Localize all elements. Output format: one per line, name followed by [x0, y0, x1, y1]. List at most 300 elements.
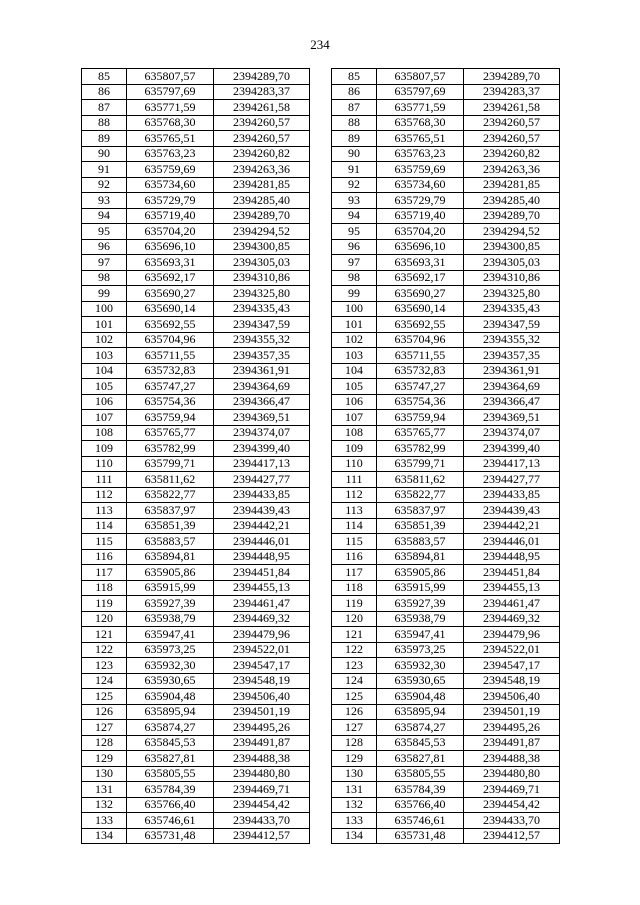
right-point-number: 96 — [332, 239, 377, 255]
left-y-coordinate: 2394454,42 — [214, 797, 310, 813]
right-point-number: 124 — [332, 673, 377, 689]
left-point-number: 87 — [82, 100, 127, 116]
right-x-coordinate: 635766,40 — [377, 797, 464, 813]
right-y-coordinate: 2394417,13 — [464, 456, 560, 472]
left-point-number: 106 — [82, 394, 127, 410]
left-y-coordinate: 2394263,36 — [214, 162, 310, 178]
left-point-number: 104 — [82, 363, 127, 379]
column-gap — [310, 518, 332, 534]
left-x-coordinate: 635822,77 — [127, 487, 214, 503]
right-y-coordinate: 2394310,86 — [464, 270, 560, 286]
column-gap — [310, 549, 332, 565]
right-y-coordinate: 2394364,69 — [464, 379, 560, 395]
left-x-coordinate: 635693,31 — [127, 255, 214, 271]
column-gap — [310, 193, 332, 209]
left-y-coordinate: 2394446,01 — [214, 534, 310, 550]
right-x-coordinate: 635747,27 — [377, 379, 464, 395]
left-point-number: 108 — [82, 425, 127, 441]
right-x-coordinate: 635827,81 — [377, 751, 464, 767]
right-point-number: 113 — [332, 503, 377, 519]
left-y-coordinate: 2394325,80 — [214, 286, 310, 302]
left-y-coordinate: 2394488,38 — [214, 751, 310, 767]
right-x-coordinate: 635692,17 — [377, 270, 464, 286]
left-x-coordinate: 635811,62 — [127, 472, 214, 488]
right-point-number: 85 — [332, 69, 377, 85]
left-y-coordinate: 2394294,52 — [214, 224, 310, 240]
right-point-number: 100 — [332, 301, 377, 317]
right-x-coordinate: 635765,51 — [377, 131, 464, 147]
right-y-coordinate: 2394412,57 — [464, 828, 560, 844]
left-x-coordinate: 635690,27 — [127, 286, 214, 302]
left-point-number: 102 — [82, 332, 127, 348]
left-y-coordinate: 2394374,07 — [214, 425, 310, 441]
right-x-coordinate: 635837,97 — [377, 503, 464, 519]
left-point-number: 94 — [82, 208, 127, 224]
right-point-number: 98 — [332, 270, 377, 286]
left-y-coordinate: 2394283,37 — [214, 84, 310, 100]
right-y-coordinate: 2394479,96 — [464, 627, 560, 643]
column-gap — [310, 751, 332, 767]
table-row — [82, 363, 560, 379]
column-gap — [310, 208, 332, 224]
table-row — [82, 596, 560, 612]
right-x-coordinate: 635768,30 — [377, 115, 464, 131]
right-x-coordinate: 635930,65 — [377, 673, 464, 689]
left-x-coordinate: 635827,81 — [127, 751, 214, 767]
table-row — [82, 580, 560, 596]
left-x-coordinate: 635765,51 — [127, 131, 214, 147]
table-row — [82, 162, 560, 178]
left-y-coordinate: 2394335,43 — [214, 301, 310, 317]
table-row — [82, 177, 560, 193]
right-point-number: 119 — [332, 596, 377, 612]
table-row — [82, 704, 560, 720]
table-row — [82, 131, 560, 147]
left-x-coordinate: 635784,39 — [127, 782, 214, 798]
table-row — [82, 627, 560, 643]
right-y-coordinate: 2394300,85 — [464, 239, 560, 255]
left-point-number: 92 — [82, 177, 127, 193]
left-point-number: 129 — [82, 751, 127, 767]
right-y-coordinate: 2394548,19 — [464, 673, 560, 689]
left-x-coordinate: 635734,60 — [127, 177, 214, 193]
right-y-coordinate: 2394451,84 — [464, 565, 560, 581]
left-x-coordinate: 635932,30 — [127, 658, 214, 674]
right-point-number: 122 — [332, 642, 377, 658]
right-x-coordinate: 635883,57 — [377, 534, 464, 550]
coordinates-table — [81, 68, 560, 844]
right-point-number: 102 — [332, 332, 377, 348]
right-x-coordinate: 635693,31 — [377, 255, 464, 271]
left-point-number: 117 — [82, 565, 127, 581]
left-x-coordinate: 635711,55 — [127, 348, 214, 364]
left-y-coordinate: 2394281,85 — [214, 177, 310, 193]
right-x-coordinate: 635845,53 — [377, 735, 464, 751]
right-point-number: 101 — [332, 317, 377, 333]
left-y-coordinate: 2394451,84 — [214, 565, 310, 581]
right-point-number: 111 — [332, 472, 377, 488]
table-row — [82, 751, 560, 767]
left-y-coordinate: 2394310,86 — [214, 270, 310, 286]
left-point-number: 93 — [82, 193, 127, 209]
column-gap — [310, 84, 332, 100]
left-point-number: 130 — [82, 766, 127, 782]
right-x-coordinate: 635754,36 — [377, 394, 464, 410]
right-x-coordinate: 635784,39 — [377, 782, 464, 798]
table-row — [82, 193, 560, 209]
right-x-coordinate: 635765,77 — [377, 425, 464, 441]
right-x-coordinate: 635731,48 — [377, 828, 464, 844]
left-y-coordinate: 2394260,57 — [214, 131, 310, 147]
table-row — [82, 658, 560, 674]
column-gap — [310, 363, 332, 379]
right-point-number: 104 — [332, 363, 377, 379]
left-x-coordinate: 635883,57 — [127, 534, 214, 550]
left-y-coordinate: 2394289,70 — [214, 208, 310, 224]
right-y-coordinate: 2394454,42 — [464, 797, 560, 813]
left-point-number: 111 — [82, 472, 127, 488]
left-point-number: 89 — [82, 131, 127, 147]
right-point-number: 95 — [332, 224, 377, 240]
column-gap — [310, 658, 332, 674]
right-y-coordinate: 2394261,58 — [464, 100, 560, 116]
left-y-coordinate: 2394347,59 — [214, 317, 310, 333]
left-y-coordinate: 2394501,19 — [214, 704, 310, 720]
left-y-coordinate: 2394548,19 — [214, 673, 310, 689]
left-point-number: 125 — [82, 689, 127, 705]
left-x-coordinate: 635927,39 — [127, 596, 214, 612]
right-x-coordinate: 635690,14 — [377, 301, 464, 317]
right-x-coordinate: 635799,71 — [377, 456, 464, 472]
left-y-coordinate: 2394469,32 — [214, 611, 310, 627]
right-x-coordinate: 635746,61 — [377, 813, 464, 829]
left-x-coordinate: 635837,97 — [127, 503, 214, 519]
left-point-number: 123 — [82, 658, 127, 674]
left-y-coordinate: 2394357,35 — [214, 348, 310, 364]
right-point-number: 106 — [332, 394, 377, 410]
left-point-number: 85 — [82, 69, 127, 85]
left-y-coordinate: 2394366,47 — [214, 394, 310, 410]
left-x-coordinate: 635947,41 — [127, 627, 214, 643]
right-x-coordinate: 635759,69 — [377, 162, 464, 178]
right-y-coordinate: 2394522,01 — [464, 642, 560, 658]
left-y-coordinate: 2394417,13 — [214, 456, 310, 472]
column-gap — [310, 704, 332, 720]
left-x-coordinate: 635729,79 — [127, 193, 214, 209]
left-point-number: 91 — [82, 162, 127, 178]
left-y-coordinate: 2394305,03 — [214, 255, 310, 271]
right-y-coordinate: 2394289,70 — [464, 208, 560, 224]
table-row — [82, 735, 560, 751]
left-x-coordinate: 635696,10 — [127, 239, 214, 255]
right-y-coordinate: 2394439,43 — [464, 503, 560, 519]
right-x-coordinate: 635690,27 — [377, 286, 464, 302]
left-y-coordinate: 2394300,85 — [214, 239, 310, 255]
right-x-coordinate: 635732,83 — [377, 363, 464, 379]
right-x-coordinate: 635719,40 — [377, 208, 464, 224]
table-row — [82, 441, 560, 457]
right-point-number: 120 — [332, 611, 377, 627]
right-y-coordinate: 2394488,38 — [464, 751, 560, 767]
right-y-coordinate: 2394285,40 — [464, 193, 560, 209]
left-point-number: 103 — [82, 348, 127, 364]
column-gap — [310, 689, 332, 705]
column-gap — [310, 410, 332, 426]
left-y-coordinate: 2394522,01 — [214, 642, 310, 658]
left-point-number: 131 — [82, 782, 127, 798]
table-row — [82, 549, 560, 565]
right-point-number: 127 — [332, 720, 377, 736]
column-gap — [310, 379, 332, 395]
right-point-number: 133 — [332, 813, 377, 829]
right-y-coordinate: 2394469,71 — [464, 782, 560, 798]
column-gap — [310, 441, 332, 457]
left-y-coordinate: 2394491,87 — [214, 735, 310, 751]
right-y-coordinate: 2394461,47 — [464, 596, 560, 612]
table-row — [82, 720, 560, 736]
right-point-number: 87 — [332, 100, 377, 116]
left-y-coordinate: 2394448,95 — [214, 549, 310, 565]
table-row — [82, 797, 560, 813]
right-y-coordinate: 2394355,32 — [464, 332, 560, 348]
column-gap — [310, 797, 332, 813]
left-point-number: 118 — [82, 580, 127, 596]
right-point-number: 92 — [332, 177, 377, 193]
left-x-coordinate: 635915,99 — [127, 580, 214, 596]
right-x-coordinate: 635692,55 — [377, 317, 464, 333]
right-x-coordinate: 635771,59 — [377, 100, 464, 116]
table-row — [82, 472, 560, 488]
right-y-coordinate: 2394260,57 — [464, 131, 560, 147]
right-y-coordinate: 2394433,85 — [464, 487, 560, 503]
right-y-coordinate: 2394442,21 — [464, 518, 560, 534]
left-x-coordinate: 635719,40 — [127, 208, 214, 224]
table-row — [82, 239, 560, 255]
table-row — [82, 301, 560, 317]
left-point-number: 110 — [82, 456, 127, 472]
right-y-coordinate: 2394294,52 — [464, 224, 560, 240]
column-gap — [310, 162, 332, 178]
right-point-number: 99 — [332, 286, 377, 302]
left-point-number: 98 — [82, 270, 127, 286]
right-point-number: 108 — [332, 425, 377, 441]
right-point-number: 125 — [332, 689, 377, 705]
right-point-number: 110 — [332, 456, 377, 472]
column-gap — [310, 766, 332, 782]
right-point-number: 112 — [332, 487, 377, 503]
column-gap — [310, 146, 332, 162]
column-gap — [310, 425, 332, 441]
left-y-coordinate: 2394442,21 — [214, 518, 310, 534]
column-gap — [310, 782, 332, 798]
left-y-coordinate: 2394506,40 — [214, 689, 310, 705]
right-x-coordinate: 635822,77 — [377, 487, 464, 503]
right-y-coordinate: 2394357,35 — [464, 348, 560, 364]
right-x-coordinate: 635973,25 — [377, 642, 464, 658]
right-y-coordinate: 2394369,51 — [464, 410, 560, 426]
right-point-number: 86 — [332, 84, 377, 100]
column-gap — [310, 348, 332, 364]
left-point-number: 105 — [82, 379, 127, 395]
left-point-number: 96 — [82, 239, 127, 255]
left-x-coordinate: 635768,30 — [127, 115, 214, 131]
left-x-coordinate: 635938,79 — [127, 611, 214, 627]
right-x-coordinate: 635759,94 — [377, 410, 464, 426]
right-y-coordinate: 2394448,95 — [464, 549, 560, 565]
table-row — [82, 208, 560, 224]
right-point-number: 93 — [332, 193, 377, 209]
table-row — [82, 534, 560, 550]
right-y-coordinate: 2394305,03 — [464, 255, 560, 271]
left-x-coordinate: 635895,94 — [127, 704, 214, 720]
right-point-number: 121 — [332, 627, 377, 643]
right-x-coordinate: 635811,62 — [377, 472, 464, 488]
right-x-coordinate: 635938,79 — [377, 611, 464, 627]
left-y-coordinate: 2394260,57 — [214, 115, 310, 131]
left-y-coordinate: 2394369,51 — [214, 410, 310, 426]
column-gap — [310, 534, 332, 550]
left-x-coordinate: 635747,27 — [127, 379, 214, 395]
right-y-coordinate: 2394480,80 — [464, 766, 560, 782]
left-point-number: 100 — [82, 301, 127, 317]
column-gap — [310, 317, 332, 333]
left-x-coordinate: 635771,59 — [127, 100, 214, 116]
left-x-coordinate: 635731,48 — [127, 828, 214, 844]
left-x-coordinate: 635766,40 — [127, 797, 214, 813]
column-gap — [310, 720, 332, 736]
coordinates-table-body — [82, 69, 560, 844]
column-gap — [310, 69, 332, 85]
right-y-coordinate: 2394281,85 — [464, 177, 560, 193]
left-point-number: 99 — [82, 286, 127, 302]
table-row — [82, 766, 560, 782]
column-gap — [310, 565, 332, 581]
right-point-number: 123 — [332, 658, 377, 674]
left-x-coordinate: 635759,94 — [127, 410, 214, 426]
right-y-coordinate: 2394283,37 — [464, 84, 560, 100]
left-point-number: 119 — [82, 596, 127, 612]
column-gap — [310, 503, 332, 519]
left-x-coordinate: 635692,55 — [127, 317, 214, 333]
table-row — [82, 394, 560, 410]
right-x-coordinate: 635805,55 — [377, 766, 464, 782]
right-y-coordinate: 2394399,40 — [464, 441, 560, 457]
left-y-coordinate: 2394433,85 — [214, 487, 310, 503]
table-row — [82, 828, 560, 844]
table-row — [82, 84, 560, 100]
column-gap — [310, 301, 332, 317]
right-x-coordinate: 635851,39 — [377, 518, 464, 534]
right-point-number: 88 — [332, 115, 377, 131]
left-x-coordinate: 635692,17 — [127, 270, 214, 286]
table-row — [82, 503, 560, 519]
right-point-number: 134 — [332, 828, 377, 844]
left-x-coordinate: 635851,39 — [127, 518, 214, 534]
right-point-number: 115 — [332, 534, 377, 550]
right-x-coordinate: 635704,96 — [377, 332, 464, 348]
left-x-coordinate: 635807,57 — [127, 69, 214, 85]
column-gap — [310, 115, 332, 131]
left-point-number: 107 — [82, 410, 127, 426]
column-gap — [310, 177, 332, 193]
table-row — [82, 286, 560, 302]
right-x-coordinate: 635729,79 — [377, 193, 464, 209]
left-point-number: 101 — [82, 317, 127, 333]
column-gap — [310, 239, 332, 255]
left-y-coordinate: 2394461,47 — [214, 596, 310, 612]
left-x-coordinate: 635874,27 — [127, 720, 214, 736]
table-row — [82, 332, 560, 348]
column-gap — [310, 224, 332, 240]
right-x-coordinate: 635932,30 — [377, 658, 464, 674]
right-x-coordinate: 635915,99 — [377, 580, 464, 596]
right-x-coordinate: 635905,86 — [377, 565, 464, 581]
table-row — [82, 611, 560, 627]
right-x-coordinate: 635874,27 — [377, 720, 464, 736]
right-point-number: 97 — [332, 255, 377, 271]
right-x-coordinate: 635904,48 — [377, 689, 464, 705]
table-row — [82, 115, 560, 131]
table-row — [82, 456, 560, 472]
left-x-coordinate: 635797,69 — [127, 84, 214, 100]
left-y-coordinate: 2394455,13 — [214, 580, 310, 596]
table-row — [82, 224, 560, 240]
left-x-coordinate: 635704,96 — [127, 332, 214, 348]
left-x-coordinate: 635763,23 — [127, 146, 214, 162]
left-x-coordinate: 635782,99 — [127, 441, 214, 457]
right-y-coordinate: 2394506,40 — [464, 689, 560, 705]
table-row — [82, 410, 560, 426]
right-point-number: 89 — [332, 131, 377, 147]
left-point-number: 116 — [82, 549, 127, 565]
table-row — [82, 348, 560, 364]
table-row — [82, 673, 560, 689]
right-point-number: 90 — [332, 146, 377, 162]
table-row — [82, 487, 560, 503]
left-point-number: 115 — [82, 534, 127, 550]
table-row — [82, 518, 560, 534]
table-row — [82, 379, 560, 395]
left-point-number: 112 — [82, 487, 127, 503]
left-x-coordinate: 635805,55 — [127, 766, 214, 782]
left-point-number: 126 — [82, 704, 127, 720]
right-x-coordinate: 635895,94 — [377, 704, 464, 720]
right-point-number: 128 — [332, 735, 377, 751]
column-gap — [310, 472, 332, 488]
left-y-coordinate: 2394547,17 — [214, 658, 310, 674]
right-point-number: 131 — [332, 782, 377, 798]
left-point-number: 122 — [82, 642, 127, 658]
column-gap — [310, 394, 332, 410]
table-row — [82, 270, 560, 286]
left-point-number: 124 — [82, 673, 127, 689]
column-gap — [310, 611, 332, 627]
table-row — [82, 782, 560, 798]
right-x-coordinate: 635927,39 — [377, 596, 464, 612]
right-x-coordinate: 635807,57 — [377, 69, 464, 85]
left-point-number: 121 — [82, 627, 127, 643]
column-gap — [310, 627, 332, 643]
left-x-coordinate: 635845,53 — [127, 735, 214, 751]
left-y-coordinate: 2394364,69 — [214, 379, 310, 395]
left-point-number: 127 — [82, 720, 127, 736]
left-y-coordinate: 2394433,70 — [214, 813, 310, 829]
right-y-coordinate: 2394289,70 — [464, 69, 560, 85]
left-y-coordinate: 2394412,57 — [214, 828, 310, 844]
column-gap — [310, 828, 332, 844]
page-number: 234 — [310, 37, 330, 52]
column-gap — [310, 286, 332, 302]
